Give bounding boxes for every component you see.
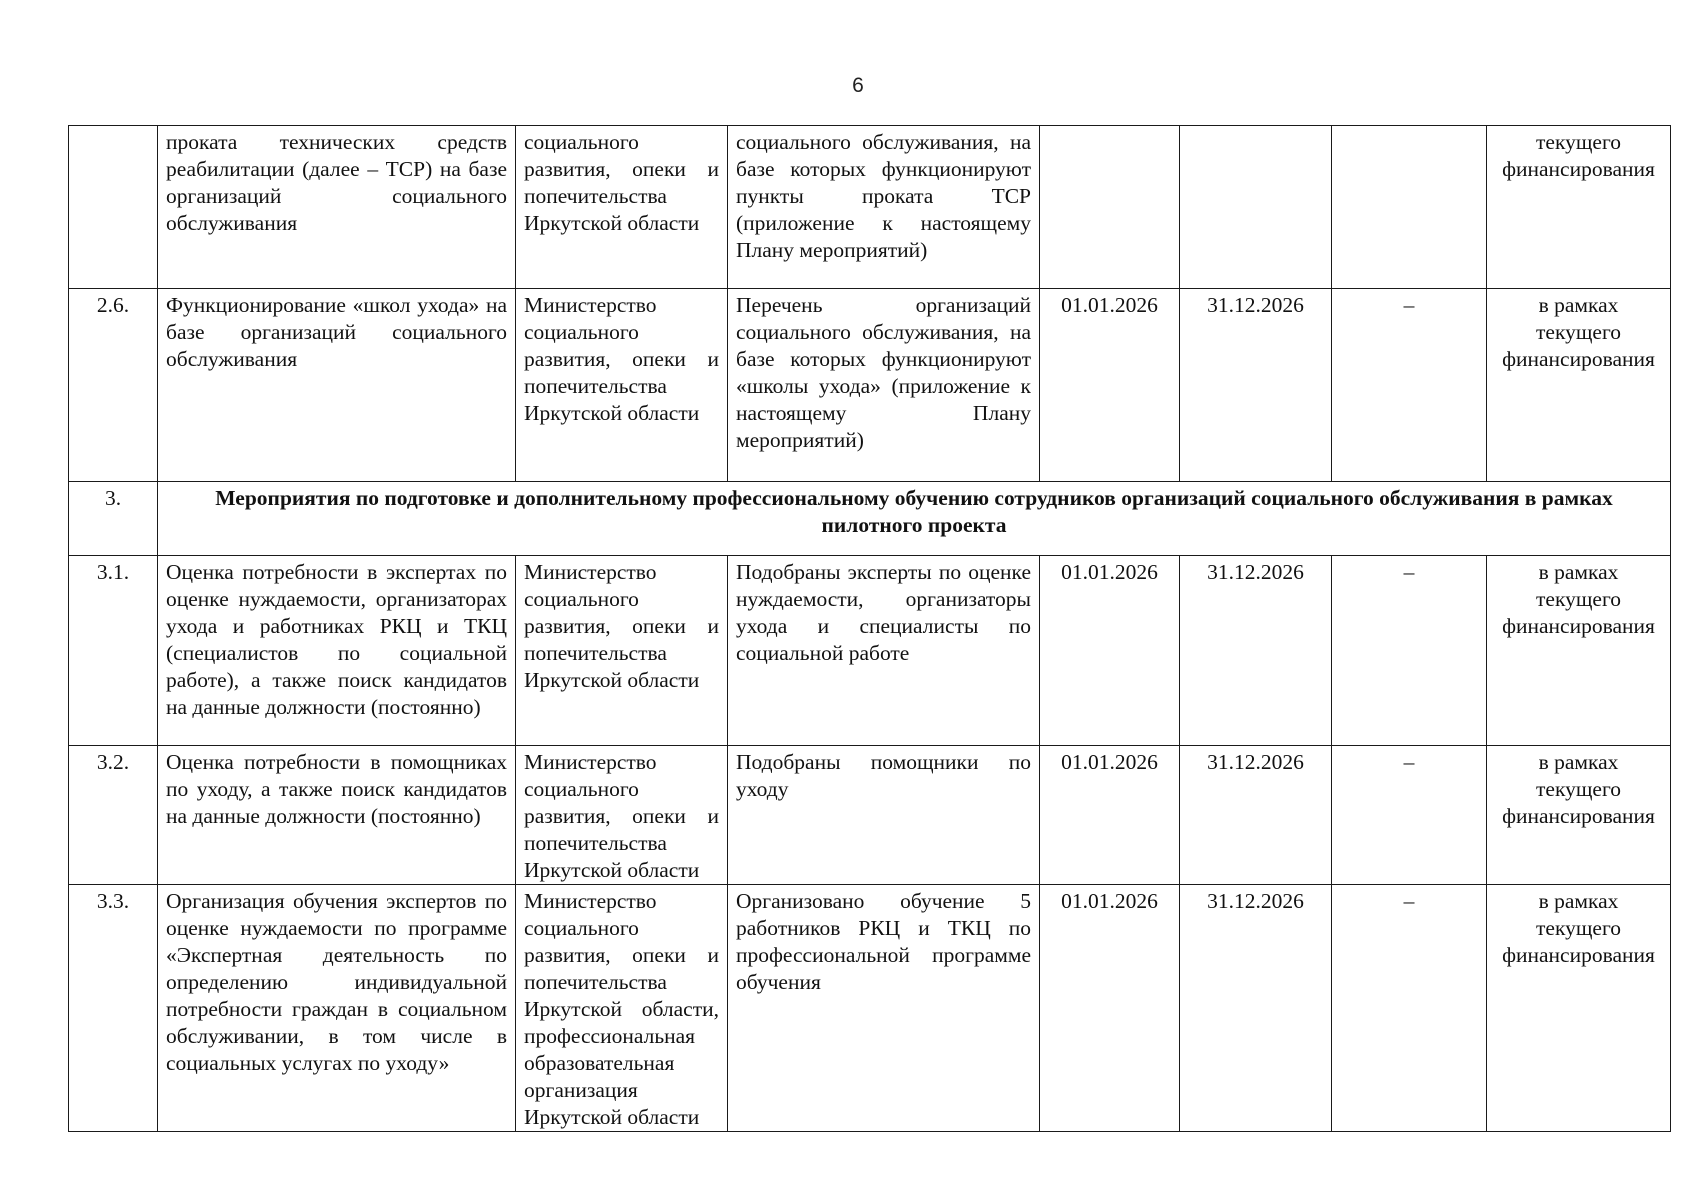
amount-cell: – — [1332, 556, 1487, 746]
start-date-cell: 01.01.2026 — [1040, 746, 1180, 885]
start-date-cell: 01.01.2026 — [1040, 885, 1180, 1132]
amount-cell: – — [1332, 289, 1487, 482]
end-date-cell: 31.12.2026 — [1180, 556, 1332, 746]
financing-cell: в рамках текущего финансирования — [1487, 556, 1671, 746]
result-cell: Перечень организаций социального обслуживания, на базе которых функционируют «школы ухода» (приложение к настоящему Плану мероприятий) — [728, 289, 1040, 482]
amount-cell — [1332, 126, 1487, 289]
start-date-cell: 01.01.2026 — [1040, 556, 1180, 746]
financing-cell: текущего финансирования — [1487, 126, 1671, 289]
start-date-cell: 01.01.2026 — [1040, 289, 1180, 482]
table-row — [69, 289, 1671, 482]
event-cell: Организация обучения экспертов по оценке нуждаемости по программе «Экспертная деятельность по определению индивидуальной потребности граждан в социальном обслуживании, в том числе в социальных услугах по уходу» — [158, 885, 516, 1132]
action-plan-table — [68, 125, 1671, 1132]
row-number: 3.3. — [69, 885, 158, 1132]
section-row — [69, 482, 1671, 556]
table-row — [69, 126, 1671, 289]
row-number: 2.6. — [69, 289, 158, 482]
result-cell: Подобраны эксперты по оценке нуждаемости, организаторы ухода и специалисты по социальной работе — [728, 556, 1040, 746]
financing-cell: в рамках текущего финансирования — [1487, 885, 1671, 1132]
page-number: 6 — [852, 74, 864, 97]
result-cell: Организовано обучение 5 работников РКЦ и ТКЦ по профессиональной программе обучения — [728, 885, 1040, 1132]
end-date-cell: 31.12.2026 — [1180, 289, 1332, 482]
responsible-cell: Министерство социального развития, опеки и попечительства Иркутской области — [516, 556, 728, 746]
amount-cell: – — [1332, 746, 1487, 885]
table-row — [69, 556, 1671, 746]
result-cell: социального обслуживания, на базе которых функционируют пункты проката ТСР (приложение к настоящему Плану мероприятий) — [728, 126, 1040, 289]
end-date-cell: 31.12.2026 — [1180, 746, 1332, 885]
amount-cell: – — [1332, 885, 1487, 1132]
event-cell: Оценка потребности в экспертах по оценке нуждаемости, организаторах ухода и работниках РКЦ и ТКЦ (специалистов по социальной работе), а также поиск кандидатов на данные должности (постоянно) — [158, 556, 516, 746]
section-number: 3. — [69, 482, 158, 556]
end-date-cell — [1180, 126, 1332, 289]
responsible-cell: Министерство социального развития, опеки и попечительства Иркутской области — [516, 289, 728, 482]
table-row — [69, 746, 1671, 885]
start-date-cell — [1040, 126, 1180, 289]
table-row — [69, 885, 1671, 1132]
responsible-cell: Министерство социального развития, опеки и попечительства Иркутской области, профессиональная образовательная организация Иркутской области — [516, 885, 728, 1132]
responsible-cell: социального развития, опеки и попечительства Иркутской области — [516, 126, 728, 289]
row-number — [69, 126, 158, 289]
end-date-cell: 31.12.2026 — [1180, 885, 1332, 1132]
event-cell: Оценка потребности в помощниках по уходу, а также поиск кандидатов на данные должности (постоянно) — [158, 746, 516, 885]
result-cell: Подобраны помощники по уходу — [728, 746, 1040, 885]
row-number: 3.1. — [69, 556, 158, 746]
row-number: 3.2. — [69, 746, 158, 885]
event-cell: Функционирование «школ ухода» на базе организаций социального обслуживания — [158, 289, 516, 482]
event-cell: проката технических средств реабилитации (далее – ТСР) на базе организаций социального обслуживания — [158, 126, 516, 289]
financing-cell: в рамках текущего финансирования — [1487, 746, 1671, 885]
responsible-cell: Министерство социального развития, опеки и попечительства Иркутской области — [516, 746, 728, 885]
financing-cell: в рамках текущего финансирования — [1487, 289, 1671, 482]
section-title: Мероприятия по подготовке и дополнительному профессиональному обучению сотрудников организаций социального обслуживания в рамках пилотного проекта — [158, 482, 1671, 556]
